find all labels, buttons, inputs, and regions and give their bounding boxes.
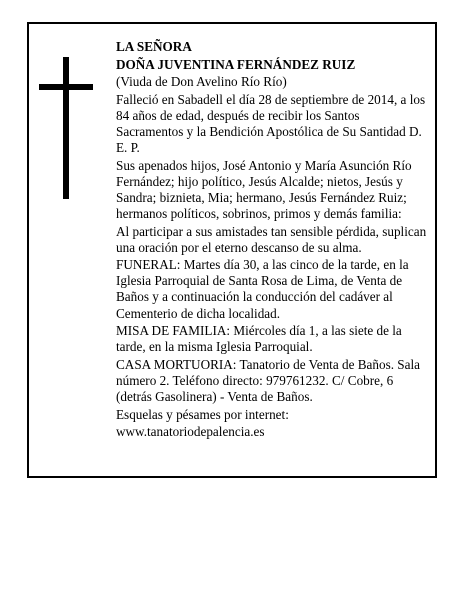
mass-paragraph: MISA DE FAMILIA: Miércoles día 1, a las siete de la tarde, en la misma Iglesia Parroquial. <box>116 323 402 355</box>
death-paragraph: Falleció en Sabadell el día 28 de septiembre de 2014, a los 84 años de edad, después de recibir los Santos Sacramentos y la Bendición Apostólica de Su Santidad D. E. P. <box>116 91 426 156</box>
widow-line: (Viuda de Don Avelino Río Río) <box>116 74 287 90</box>
website-link[interactable]: www.tanatoriodepalencia.es <box>116 424 265 440</box>
deceased-name: DOÑA JUVENTINA FERNÁNDEZ RUIZ <box>116 56 356 72</box>
cross-vertical-bar <box>63 57 69 199</box>
family-paragraph: Sus apenados hijos, José Antonio y María Asunción Río Fernández; hijo político, Jesús Alcalde; nietos, Jesús y Sandra; biznieta, Mia; hermano, Jesús Fernández Ruiz; hermanos políticos, sobrinos, primos y demás familia: <box>116 157 412 221</box>
request-paragraph: Al participar a sus amistades tan sensible pérdida, suplican una oración por el eterno descanso de su alma. <box>116 223 427 255</box>
funeral-paragraph: FUNERAL: Martes día 30, a las cinco de la tarde, en la Iglesia Parroquial de Santa Rosa de Lima, de Venta de Baños y a continuación la conducción del cadáver al Cementerio de dicha localidad. <box>116 257 409 321</box>
obituary-notice <box>27 22 437 478</box>
obituary-text <box>116 39 430 442</box>
notice-title: LA SEÑORA <box>116 39 192 54</box>
latin-cross-icon <box>39 57 93 199</box>
house-paragraph: CASA MORTUORIA: Tanatorio de Venta de Baños. Sala número 2. Teléfono directo: 979761232. C/ Cobre, 6 (detrás Gasolinera) - Venta de Baños. <box>116 356 421 404</box>
internet-label: Esquelas y pésames por internet: <box>116 406 289 422</box>
cross-horizontal-bar <box>39 84 93 90</box>
